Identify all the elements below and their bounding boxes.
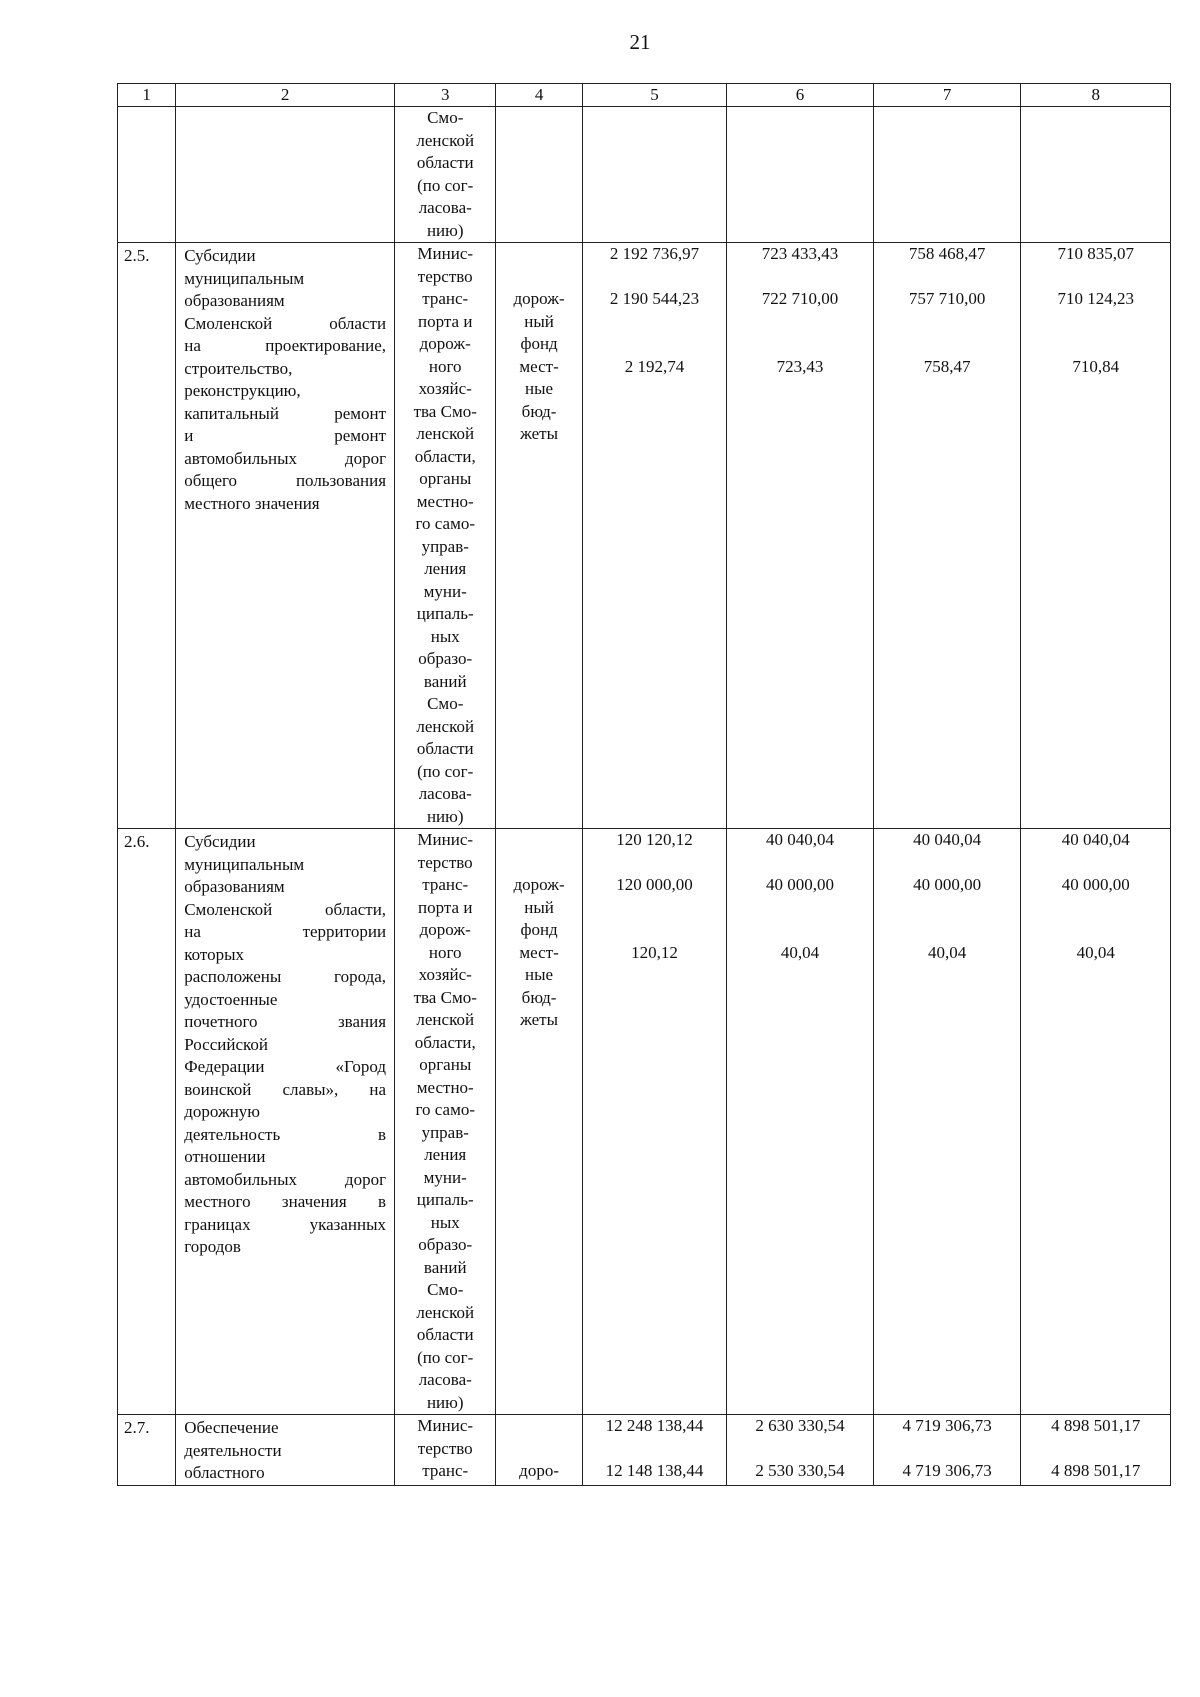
row-source — [496, 829, 582, 1415]
text-line: жеты — [520, 1010, 559, 1029]
text-line: ципаль- — [416, 1190, 474, 1209]
text-line: ваний — [423, 671, 467, 691]
value-road-fund: 40 000,00 — [913, 875, 982, 894]
text-line: хозяйс- — [418, 379, 472, 398]
text-line: местного значения в — [184, 1192, 387, 1211]
text-line: порта и — [418, 311, 473, 331]
text-line: Обеспечение — [184, 1418, 279, 1437]
text-line: области, — [414, 446, 476, 466]
text-line: муниципальным — [184, 268, 305, 288]
text-line: области — [416, 739, 474, 758]
text-line: дорожную — [184, 1102, 260, 1121]
text-line: местно- — [416, 1077, 474, 1097]
text-line: фонд — [520, 920, 558, 939]
value-local-budgets: 40,04 — [1076, 942, 1115, 962]
row-responsible — [395, 1415, 496, 1486]
text-line: образо- — [418, 1235, 473, 1254]
table-row-2-7 — [118, 1415, 1171, 1486]
text-line: ного — [428, 942, 462, 962]
text-line: области — [416, 153, 474, 172]
text-line: автомобильных дорог — [184, 1169, 387, 1189]
row-year2 — [873, 829, 1021, 1415]
text-line: нию) — [426, 1392, 464, 1412]
value-total: 2 192 736,97 — [609, 244, 700, 263]
text-line: отношении — [184, 1147, 266, 1166]
text-line: ласова- — [418, 1370, 472, 1389]
text-line: (по сог- — [417, 1347, 474, 1367]
text-line: доро- — [519, 1461, 559, 1480]
text-line: Смоленской области — [184, 313, 387, 333]
value-road-fund: 722 710,00 — [761, 289, 839, 308]
text-line: ленской — [416, 1010, 475, 1029]
text-line: Федерации «Город — [184, 1057, 387, 1076]
text-line: автомобильных дорог — [184, 448, 387, 468]
text-line: ласова- — [418, 784, 472, 803]
value-local-budgets: 120,12 — [631, 942, 678, 962]
text-line: которых — [184, 944, 245, 964]
text-line: бюд- — [521, 401, 557, 421]
budget-table — [117, 83, 1171, 1486]
text-line: транс- — [422, 289, 469, 308]
page-number: 21 — [629, 30, 651, 54]
value-total: 120 120,12 — [616, 830, 693, 849]
row-year3 — [1021, 829, 1171, 1415]
text-line: расположены города, — [184, 967, 387, 986]
value-road-fund: 710 124,23 — [1057, 289, 1134, 308]
text-line: удостоенные — [184, 989, 278, 1009]
text-line: Субсидии — [184, 832, 256, 851]
value-total: 40 040,04 — [766, 830, 835, 849]
text-line: мест- — [519, 942, 559, 962]
text-line: ления — [424, 1145, 467, 1164]
value-road-fund: 120 000,00 — [616, 875, 693, 894]
row-year2 — [873, 243, 1021, 829]
text-line: транс- — [422, 1461, 469, 1480]
value-total: 40 040,04 — [1061, 830, 1130, 849]
col-header-4: 4 — [496, 84, 582, 107]
value-road-fund: 757 710,00 — [908, 289, 986, 308]
row-total — [582, 829, 727, 1415]
text-line: нию) — [426, 220, 464, 240]
text-line: ления — [424, 559, 467, 578]
text-line: го само- — [415, 1100, 475, 1119]
text-line: терство — [417, 852, 473, 872]
cell-responsible — [395, 107, 496, 243]
col-header-1: 1 — [118, 84, 176, 107]
text-line: управ- — [421, 1122, 469, 1142]
text-line: на проектирование, — [184, 336, 387, 355]
text-line: ленской — [416, 716, 475, 736]
text-line: порта и — [418, 897, 473, 917]
text-line: дорож- — [513, 289, 565, 308]
text-line: деятельность в — [184, 1124, 387, 1144]
text-line: ные — [525, 965, 554, 984]
text-line: терство — [417, 266, 473, 286]
text-line: дорож- — [513, 875, 565, 894]
cell-year3 — [1021, 107, 1171, 243]
text-line: Смо- — [427, 694, 464, 713]
value-road-fund: 2 530 330,54 — [755, 1461, 845, 1480]
text-line: области, — [414, 1032, 476, 1052]
row-total — [582, 243, 727, 829]
text-line: образо- — [418, 649, 473, 668]
text-line: фонд — [520, 334, 558, 353]
value-total: 4 719 306,73 — [902, 1416, 992, 1435]
text-line: муни- — [423, 1167, 467, 1187]
value-road-fund: 12 148 138,44 — [605, 1461, 704, 1480]
text-line: образованиям — [184, 291, 285, 310]
text-line: го само- — [415, 514, 475, 533]
text-line: реконструкцию, — [184, 381, 301, 400]
continuation-row — [118, 107, 1171, 243]
row-number: 2.6. — [118, 829, 176, 1415]
text-line: органы — [419, 1055, 472, 1074]
text-line: жеты — [520, 424, 559, 443]
row-year3 — [1021, 243, 1171, 829]
text-line: на территории — [184, 922, 387, 941]
value-total: 710 835,07 — [1057, 244, 1134, 263]
table-row-2-5 — [118, 243, 1171, 829]
text-line: дорож- — [419, 334, 471, 353]
row-description — [176, 1415, 395, 1486]
text-line: границах указанных — [184, 1214, 387, 1234]
row-year2 — [873, 1415, 1021, 1486]
text-line: терство — [417, 1438, 473, 1458]
col-header-3: 3 — [395, 84, 496, 107]
value-local-budgets: 40,04 — [780, 942, 820, 962]
value-total: 4 898 501,17 — [1051, 1416, 1141, 1435]
text-line: общего пользования — [184, 471, 387, 490]
text-line: области — [416, 1325, 474, 1344]
text-line: почетного звания — [184, 1012, 387, 1031]
value-road-fund: 40 000,00 — [766, 875, 835, 894]
value-total: 12 248 138,44 — [605, 1416, 704, 1435]
text-line: бюд- — [521, 987, 557, 1007]
row-year3 — [1021, 1415, 1171, 1486]
row-description — [176, 243, 395, 829]
row-description — [176, 829, 395, 1415]
cell-source — [496, 107, 582, 243]
text-line: Субсидии — [184, 246, 256, 265]
text-line: Смоленской области, — [184, 899, 387, 919]
text-line: ного — [428, 356, 462, 376]
text-line: воинской славы», на — [184, 1079, 387, 1099]
row-year1 — [727, 1415, 874, 1486]
value-total: 2 630 330,54 — [755, 1416, 845, 1435]
text-line: строительство, — [184, 358, 293, 378]
row-number: 2.5. — [118, 243, 176, 829]
row-responsible — [395, 829, 496, 1415]
text-line: областного — [184, 1463, 265, 1482]
text-line: тва Смо- — [413, 401, 477, 421]
value-local-budgets: 2 192,74 — [624, 356, 685, 376]
text-line: ваний — [423, 1257, 467, 1277]
cell-total — [582, 107, 727, 243]
row-year1 — [727, 243, 874, 829]
col-header-8: 8 — [1021, 84, 1171, 107]
text-line: Российской — [184, 1034, 268, 1054]
col-header-6: 6 — [727, 84, 874, 107]
text-line: ный — [524, 897, 554, 917]
text-line: образованиям — [184, 877, 285, 896]
value-road-fund: 2 190 544,23 — [609, 289, 700, 308]
text-line: местного значения — [184, 493, 320, 513]
text-line: хозяйс- — [418, 965, 472, 984]
text-line: ный — [524, 311, 554, 331]
row-number: 2.7. — [118, 1415, 176, 1486]
value-local-budgets: 758,47 — [923, 356, 971, 376]
cell-year2 — [873, 107, 1021, 243]
column-number-row — [118, 84, 1171, 107]
text-line: ных — [430, 626, 460, 646]
text-line: Смо- — [427, 1280, 464, 1299]
text-line: ласова- — [418, 198, 472, 217]
value-local-budgets: 723,43 — [776, 356, 824, 376]
text-line: муни- — [423, 581, 467, 601]
text-line: и ремонт — [184, 426, 387, 445]
value-total: 758 468,47 — [908, 244, 986, 263]
text-line: мест- — [519, 356, 559, 376]
cell-year1 — [727, 107, 874, 243]
value-road-fund: 4 898 501,17 — [1051, 1461, 1141, 1480]
row-responsible — [395, 243, 496, 829]
value-road-fund: 40 000,00 — [1061, 875, 1130, 894]
cell-desc — [176, 107, 395, 243]
row-source — [496, 243, 582, 829]
text-line: тва Смо- — [413, 987, 477, 1007]
value-local-budgets: 40,04 — [927, 942, 967, 962]
row-source — [496, 1415, 582, 1486]
value-total: 40 040,04 — [913, 830, 982, 849]
text-line: Минис- — [417, 244, 474, 263]
value-total: 723 433,43 — [761, 244, 839, 263]
text-line: деятельности — [184, 1440, 282, 1460]
text-line: управ- — [421, 536, 469, 556]
cell-num — [118, 107, 176, 243]
text-line: капитальный ремонт — [184, 403, 387, 423]
row-total — [582, 1415, 727, 1486]
row-year1 — [727, 829, 874, 1415]
value-road-fund: 4 719 306,73 — [902, 1461, 992, 1480]
col-header-7: 7 — [873, 84, 1021, 107]
text-line: транс- — [422, 875, 469, 894]
text-line: (по сог- — [417, 175, 474, 195]
table-row-2-6 — [118, 829, 1171, 1415]
text-line: городов — [184, 1237, 241, 1256]
text-line: Минис- — [417, 830, 474, 849]
text-line: ных — [430, 1212, 460, 1232]
text-line: (по сог- — [417, 761, 474, 781]
col-header-5: 5 — [582, 84, 727, 107]
text-line: ленской — [416, 1302, 475, 1322]
text-line: ципаль- — [416, 604, 474, 623]
col-header-2: 2 — [176, 84, 395, 107]
text-line: ленской — [416, 424, 475, 443]
text-line: Смо- — [427, 108, 464, 127]
text-line: ленской — [416, 130, 475, 150]
text-line: органы — [419, 469, 472, 488]
text-line: местно- — [416, 491, 474, 511]
text-line: Минис- — [417, 1416, 474, 1435]
value-local-budgets: 710,84 — [1072, 356, 1120, 376]
text-line: ные — [525, 379, 554, 398]
text-line: дорож- — [419, 920, 471, 939]
text-line: нию) — [426, 806, 464, 826]
text-line: муниципальным — [184, 854, 305, 874]
